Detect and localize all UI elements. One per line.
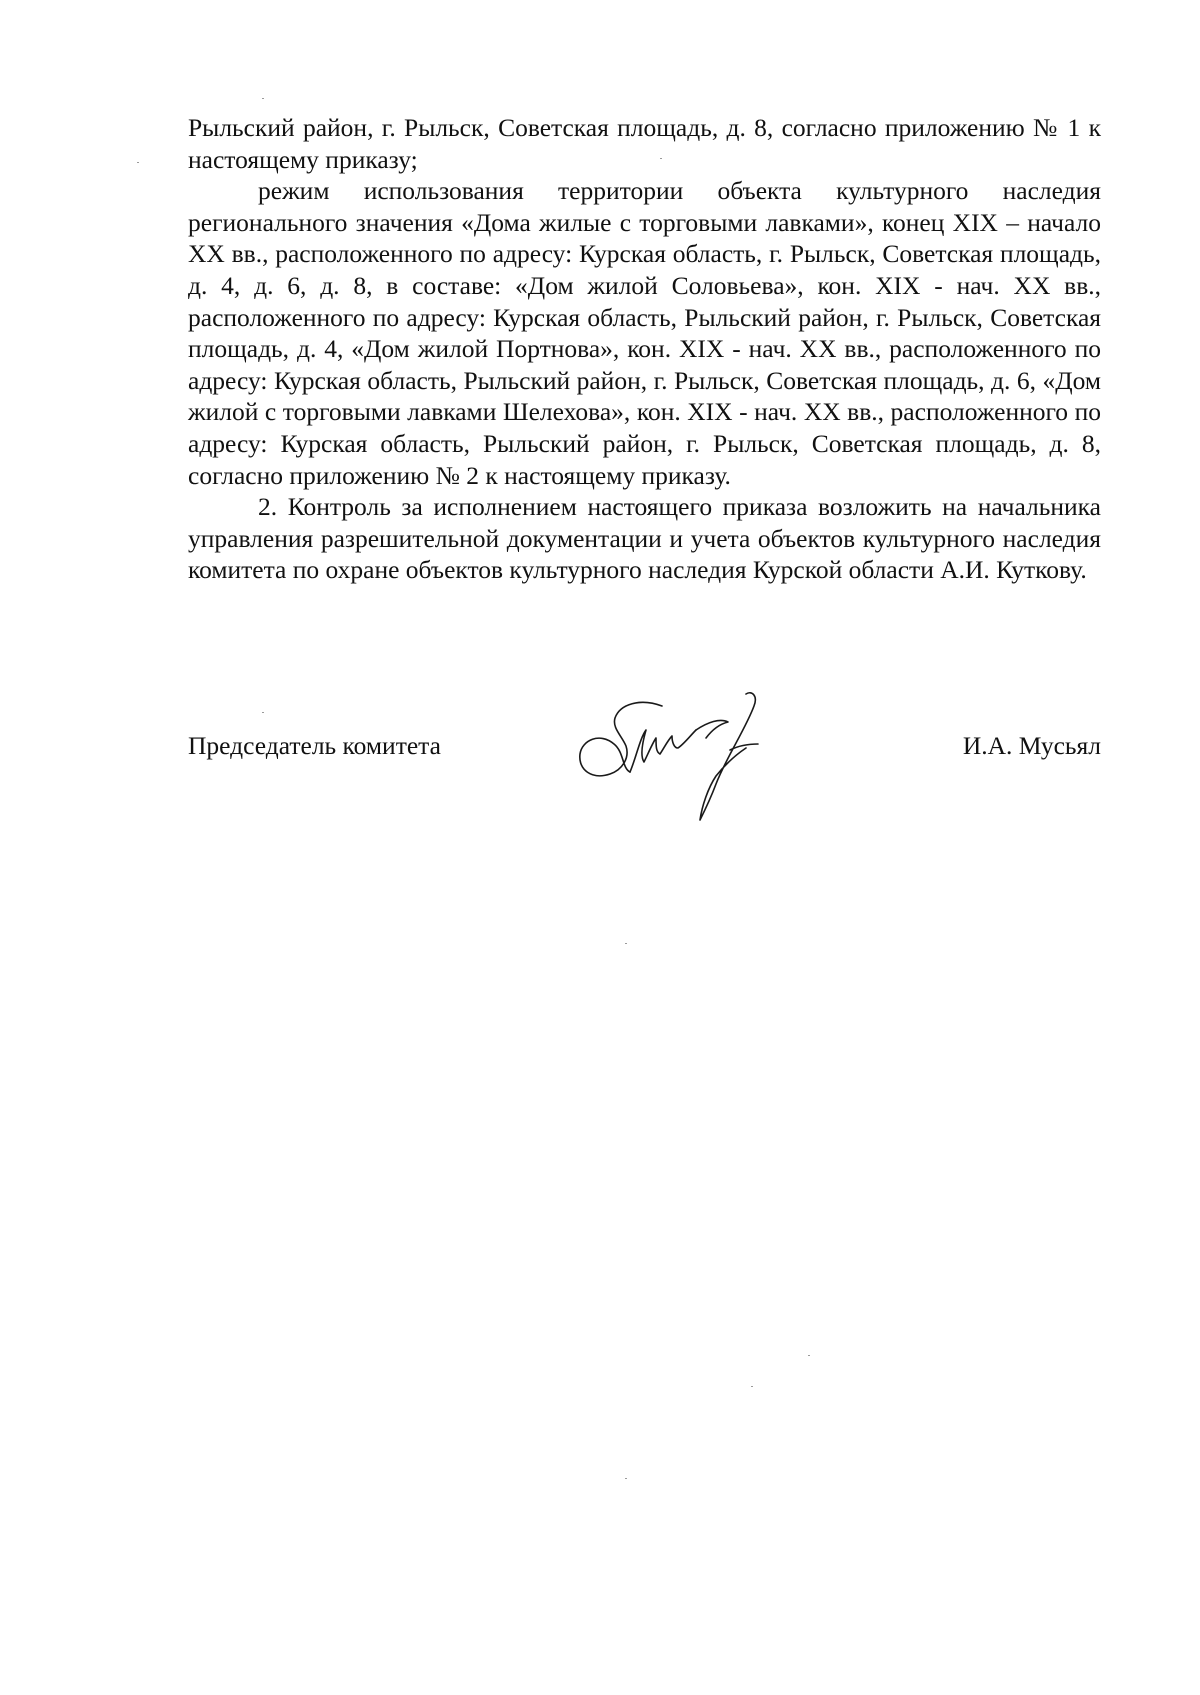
paragraph-continuation: Рыльский район, г. Рыльск, Советская площадь, д. 8, согласно приложению № 1 к настоящему приказу; — [188, 113, 1101, 174]
paragraph-control-clause: 2. Контроль за исполнением настоящего приказа возложить на начальника управления разрешительной документации и учета объектов культурного наследия комитета по охране объектов культурного наследия Курской области А.И. Куткову. — [188, 492, 1101, 585]
scan-speck — [137, 162, 139, 163]
signatory-position: Председатель комитета — [188, 731, 441, 760]
scan-speck — [660, 158, 662, 159]
scan-speck — [625, 1478, 627, 1479]
scan-speck — [751, 1386, 753, 1387]
paragraph-territory-regime: режим использования территории объекта культурного наследия регионального значения «Дома жилые с торговыми лавками», конец XIX – начало XX вв., расположенного по адресу: Курская область, г. Рыльск, Советская площадь, д. 4, д. 6, д. 8, в составе: «Дом жилой Соловьева», кон. XIX - нач. XX вв., расположенного по адресу: Курская область, Рыльский район, г. Рыльск, Советская площадь, д. 4, «Дом жилой Портнова», кон. XIX - нач. XX вв., расположенного по адресу: Курская область, Рыльский район, г. Рыльск, Советская площадь, д. 6, «Дом жилой с торговыми лавками Шелехова», кон. XIX - нач. XX вв., расположенного по адресу: Курская область, Рыльский район, г. Рыльск, Советская площадь, д. 8, согласно приложению № 2 к настоящему приказу. — [188, 176, 1101, 490]
scan-speck — [808, 1355, 810, 1356]
scan-speck — [262, 98, 264, 99]
scan-speck — [625, 943, 627, 944]
document-body — [188, 112, 1101, 586]
handwritten-signature — [570, 688, 790, 838]
signatory-name: И.А. Мусьял — [962, 731, 1101, 760]
scan-speck — [262, 712, 264, 713]
